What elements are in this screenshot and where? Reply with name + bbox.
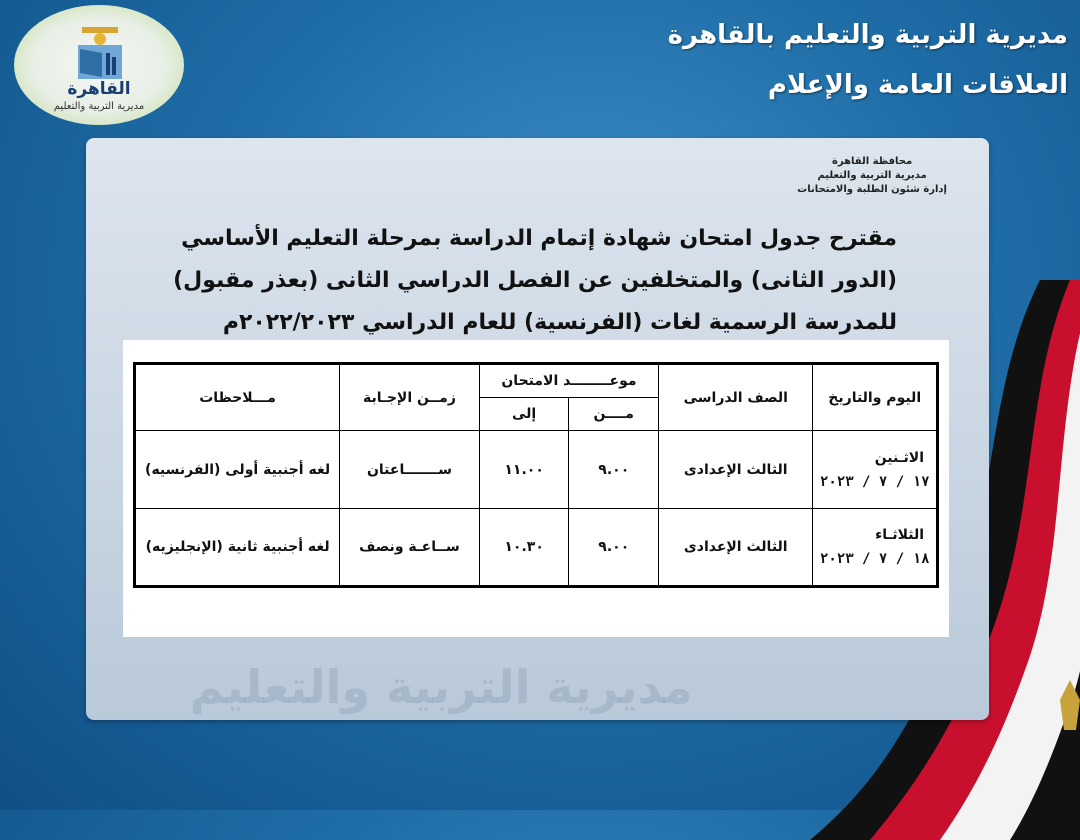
table-row (135, 431, 938, 509)
cell-notes: لغه أجنبية أولى (الفرنسيه) (135, 431, 340, 509)
header-from: مــــن (569, 398, 659, 431)
title-line: (الدور الثانى) والمتخلفين عن الفصل الدراسي الثانى (بعذر مقبول) (173, 268, 897, 293)
header-exam-time: موعــــــــد الامتحان (479, 364, 658, 398)
cell-from: ٩.٠٠ (569, 509, 659, 587)
header-date: اليوم والتاريخ (813, 364, 938, 431)
day-name: الثلاثـاء (875, 527, 924, 543)
cell-date (813, 431, 938, 509)
cell-duration: ســـــــاعتان (340, 431, 480, 509)
header-line-2: العلاقات العامة والإعلام (767, 70, 1068, 100)
cell-grade: الثالث الإعدادى (659, 431, 813, 509)
logo-name: القاهرة (67, 79, 131, 99)
logo-emblem-icon (74, 23, 126, 83)
cell-from: ٩.٠٠ (569, 431, 659, 509)
exam-date: ١٧ / ٧ / ٢٠٢٣ (819, 473, 930, 490)
admin-header (797, 155, 947, 197)
cell-date (813, 509, 938, 587)
header-notes: مـــلاحظات (135, 364, 340, 431)
title-line: للمدرسة الرسمية لغات (الفرنسية) للعام الدراسي ٢٠٢٢/٢٠٢٣م (222, 310, 897, 335)
header-duration: زمــن الإجـابة (340, 364, 480, 431)
cell-to: ١٠.٣٠ (479, 509, 569, 587)
cell-to: ١١.٠٠ (479, 431, 569, 509)
logo-subtitle: مديرية التربية والتعليم (53, 101, 145, 112)
header-line-1: مديرية التربية والتعليم بالقاهرة (667, 20, 1068, 50)
title-line: مقترح جدول امتحان شهادة إتمام الدراسة بمرحلة التعليم الأساسي (181, 226, 897, 251)
cell-notes: لغه أجنبية ثانية (الإنجليزيه) (135, 509, 340, 587)
admin-line: إدارة شئون الطلبة والامتحانات (797, 184, 947, 195)
table-row (135, 509, 938, 587)
directorate-logo (14, 5, 184, 125)
watermark-text: مديرية التربية والتعليم (190, 660, 693, 714)
admin-line: محافظة القاهرة (831, 156, 913, 167)
cell-grade: الثالث الإعدادى (659, 509, 813, 587)
exam-schedule-table (133, 362, 939, 588)
header-grade: الصف الدراسى (659, 364, 813, 431)
header-to: إلى (479, 398, 569, 431)
admin-line: مديرية التربية والتعليم (817, 170, 927, 181)
cell-duration: ســاعـة ونصف (340, 509, 480, 587)
table-container (123, 340, 949, 637)
day-name: الاثـنين (874, 449, 924, 466)
exam-date: ١٨ / ٧ / ٢٠٢٣ (819, 551, 930, 567)
document-title (170, 218, 897, 344)
